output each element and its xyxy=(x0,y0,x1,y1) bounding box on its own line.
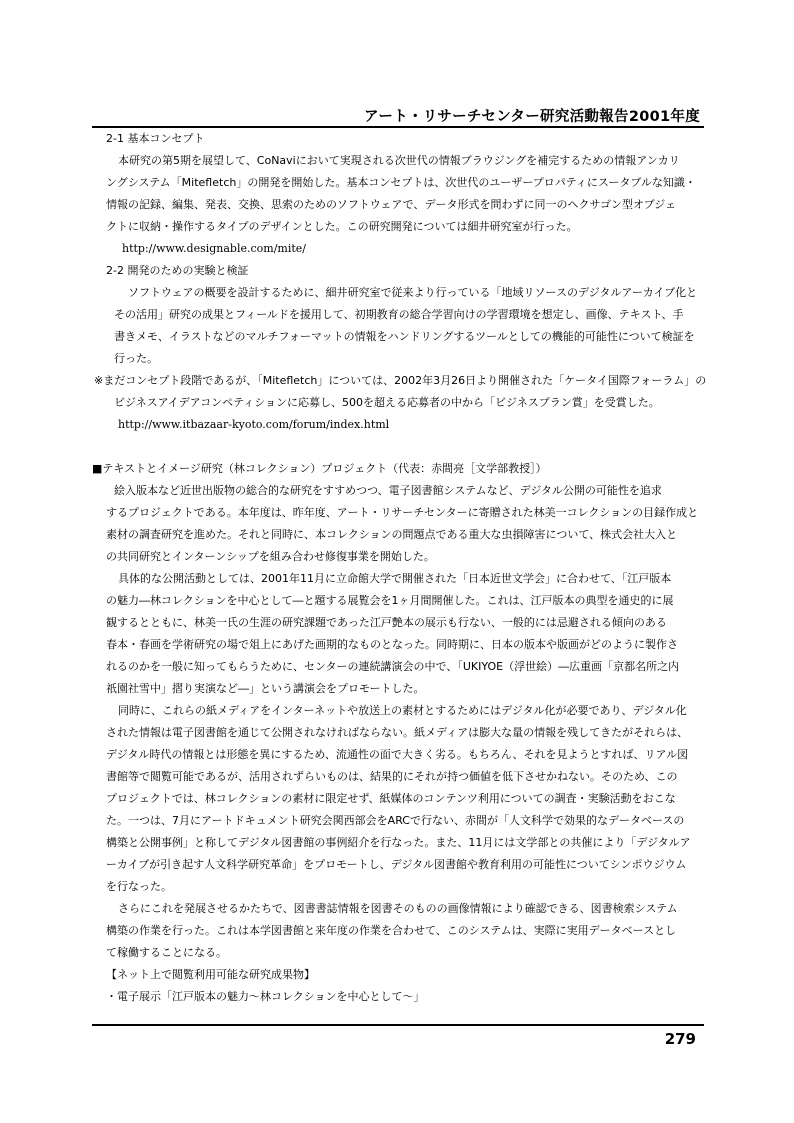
paragraph-line: の共同研究とインターンシップを組み合わせ修復事業を開始した。 xyxy=(106,550,435,563)
paragraph-line: ングシステム「Mitefletch」の開発を開始した。基本コンセプトは、次世代のユーザープロパティにスータブルな知識・ xyxy=(106,176,696,189)
paragraph-line: ーカイブが引き起す人文科学研究革命」をプロモートし、デジタル図書館や教育利用の可能性についてシンポウジウム xyxy=(106,858,687,871)
page-header xyxy=(92,104,704,128)
paragraph-line: 行った。 xyxy=(114,352,158,365)
paragraph-line: 情報の記録、編集、発表、交換、思索のためのソフトウェアで、データ形式を問わずに同一のヘクサゴン型オブジェ xyxy=(106,198,677,211)
page-number: 279 xyxy=(664,1030,696,1048)
paragraph-line: 同時に、これらの紙メディアをインターネットや放送上の素材とするためにはデジタル化が必要であり、デジタル化 xyxy=(118,704,687,717)
paragraph-line: 構築の作業を行った。これは本学図書館と来年度の作業を合わせて、このシステムは、実際に実用データベースとし xyxy=(106,924,677,937)
section-heading-2-1: 2-1 基本コンセプト xyxy=(106,132,205,145)
results-item: ・電子展示「江戸版本の魅力～林コレクションを中心として～」 xyxy=(106,990,425,1003)
paragraph-line: 書館等で閲覧可能であるが、活用されずらいものは、結果的にそれが持つ価値を低下させかねない。そのため、この xyxy=(106,770,678,783)
note-line: ※まだコンセプト段階であるが、「Mitefletch」については、2002年3月26日より開催された「ケータイ国際フォーラム」の xyxy=(94,374,707,387)
section-heading-2-2: 2-2 開発のための実験と検証 xyxy=(106,264,249,277)
paragraph-line: 構築と公開事例」と称してデジタル図書館の事例紹介を行なった。また、11月には文学部との共催により「デジタルア xyxy=(106,836,691,849)
project-heading: ■テキストとイメージ研究（林コレクション）プロジェクト（代表：赤間亮［文学部教授］） xyxy=(92,462,547,475)
paragraph-line: 絵入版本など近世出版物の総合的な研究をすすめつつ、電子図書館システムなど、デジタル公開の可能性を追求 xyxy=(114,484,662,497)
paragraph-line: の魅力―林コレクションを中心として―と題する展覧会を1ヶ月間開催した。これは、江戸版本の典型を通史的に展 xyxy=(106,594,674,607)
paragraph-line: 本研究の第5期を展望して、CoNaviにおいて実現される次世代の情報ブラウジングを補完するための情報アンカリ xyxy=(118,154,680,167)
paragraph-line: その活用」研究の成果とフィールドを援用して、初期教育の総合学習向けの学習環境を想定し、画像、テキスト、手 xyxy=(114,308,684,321)
mite-url-link[interactable]: http://www.designable.com/mite/ xyxy=(122,242,306,255)
paragraph-line: ソフトウェアの概要を設計するために、細井研究室で従来より行っている「地域リソースのデジタルアーカイブ化と xyxy=(128,286,698,299)
paragraph-line: れるのかを一般に知ってもらうために、センターの連続講演会の中で、「UKIYOE（浮世絵）―広重画「京都名所之内 xyxy=(106,660,680,673)
paragraph-line: 具体的な公開活動としては、2001年11月に立命館大学で開催された「日本近世文学会」に合わせて、「江戸版本 xyxy=(118,572,672,585)
paragraph-line: 書きメモ、イラストなどのマルチフォーマットの情報をハンドリングするツールとしての機能的可能性について検証を xyxy=(114,330,695,343)
paragraph-line: た。一つは、7月にアートドキュメント研究会関西部会をARCで行ない、赤間が「人文科学で効果的なデータベースの xyxy=(106,814,685,827)
forum-url-link[interactable]: http://www.itbazaar-kyoto.com/forum/index.html xyxy=(118,418,390,431)
paragraph-line: クトに収納・操作するタイプのデザインとした。この研究開発については細井研究室が行った。 xyxy=(106,220,578,233)
note-line: ビジネスアイデアコンペティションに応募し、500を超える応募者の中から「ビジネスプラン賞」を受賞した。 xyxy=(114,396,660,409)
paragraph-line: 祇園社雪中」摺り実演など―」という講演会をプロモートした。 xyxy=(106,682,425,695)
paragraph-line: 素材の調査研究を進めた。それと同時に、本コレクションの問題点である重大な虫損障害について、株式会社大入と xyxy=(106,528,678,541)
paragraph-line: を行なった。 xyxy=(106,880,172,893)
footer-rule xyxy=(92,1024,704,1026)
paragraph-line: プロジェクトでは、林コレクションの素材に限定せず、紙媒体のコンテンツ利用についての調査・実験活動をおこな xyxy=(106,792,676,805)
report-title: アート・リサーチセンター研究活動報告2001年度 xyxy=(364,109,700,125)
paragraph-line: て稼働することになる。 xyxy=(106,946,227,959)
paragraph-line: さらにこれを発展させるかたちで、図書書誌情報を図書そのものの画像情報により確認できる、図書検索システム xyxy=(118,902,678,915)
paragraph-line: 観するとともに、林美一氏の生涯の研究課題であった江戸艶本の展示も行ない、一般的には忌避される傾向のある xyxy=(106,616,667,629)
paragraph-line: するプロジェクトである。本年度は、昨年度、アート・リサーチセンターに寄贈された林美一コレクションの目録作成と xyxy=(106,506,699,519)
paragraph-line: 春本・春画を学術研究の場で俎上にあげた画期的なものとなった。同時期に、日本の版本や版画がどのように製作さ xyxy=(106,638,678,651)
paragraph-line: された情報は電子図書館を通じて公開されなければならない。紙メディアは膨大な量の情報を残してきたがそれらは、 xyxy=(106,726,689,739)
paragraph-line: デジタル時代の情報とは形態を異にするため、流通性の面で大きく劣る。もちろん、それを見ようとすれば、リアル図 xyxy=(106,748,689,761)
results-heading: 【ネット上で閲覧利用可能な研究成果物】 xyxy=(106,968,315,981)
